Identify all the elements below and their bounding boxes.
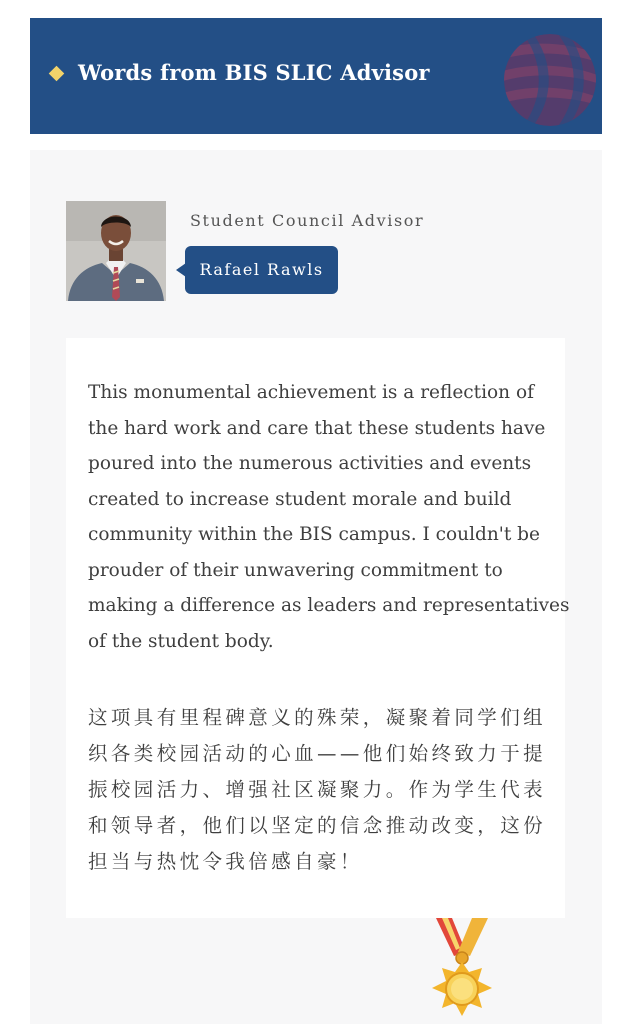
advisor-portrait-image	[66, 201, 166, 301]
quote-english: This monumental achievement is a reflection of the hard work and care that these students have poured into the numerous activities and events created to increase student morale and build community within the BIS campus. I couldn't be prouder of their unwavering commitment to making a difference as leaders and representatives of the student body.	[88, 382, 570, 652]
advisor-role: Student Council Advisor	[190, 211, 425, 230]
advisor-portrait	[66, 201, 166, 301]
globe-logo-icon	[500, 30, 600, 130]
advisor-name: Rafael Rawls	[199, 260, 324, 279]
quote-chinese: 这项具有里程碑意义的殊荣，凝聚着同学们组织各类校园活动的心血——他们始终致力于提振校园活力、增强社区凝聚力。作为学生代表和领导者，他们以坚定的信念推动改变，这份担当与热忱令我倍感自豪！	[88, 706, 547, 873]
advisor-name-bubble	[185, 246, 338, 294]
page-title: Words from BIS SLIC Advisor	[78, 60, 430, 85]
gold-medal-icon	[422, 912, 502, 1024]
